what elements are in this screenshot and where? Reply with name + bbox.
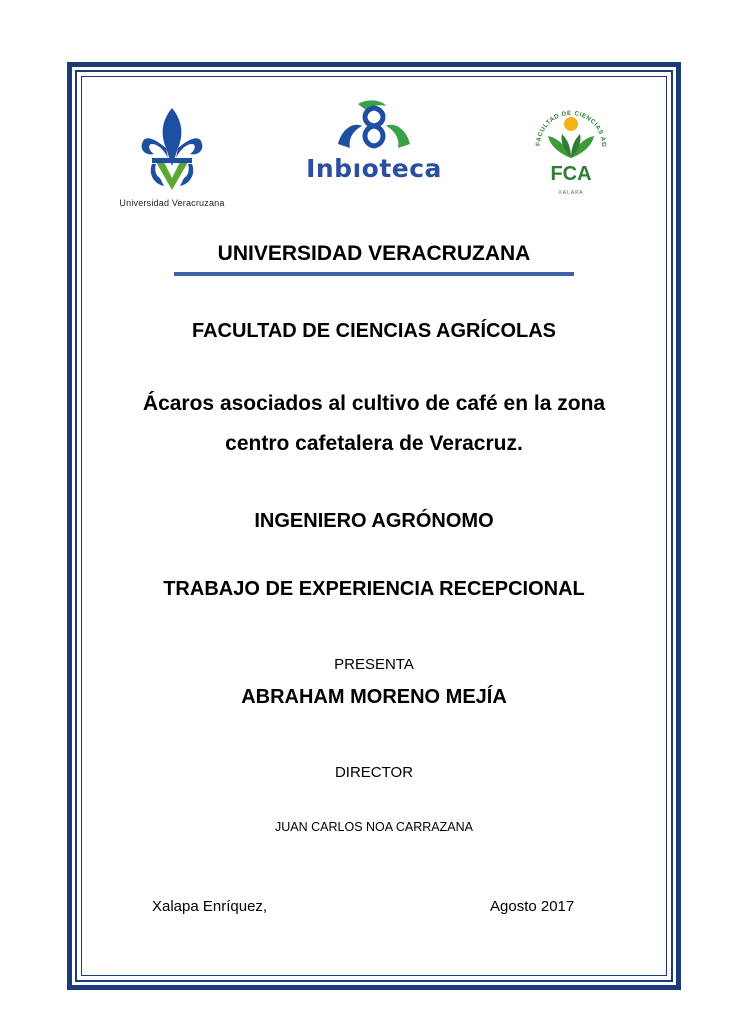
inbioteca-emblem-icon xyxy=(298,98,450,156)
thesis-title-line-1: Ácaros asociados al cultivo de café en la zona xyxy=(142,392,606,415)
work-type: TRABAJO DE EXPERIENCIA RECEPCIONAL xyxy=(163,578,585,600)
presenter-name: ABRAHAM MORENO MEJÍA xyxy=(241,686,507,708)
director-name: JUAN CARLOS NOA CARRAZANA xyxy=(275,820,473,834)
footer-date: Agosto 2017 xyxy=(490,898,575,915)
uv-logo-caption: Universidad Veracruzana xyxy=(119,198,225,208)
thesis-title xyxy=(82,384,666,464)
fca-ring-text: FACULTAD DE CIENCIAS AG xyxy=(534,109,608,148)
title-underline xyxy=(174,272,574,276)
footer-place: Xalapa Enríquez, xyxy=(152,898,268,915)
fleur-de-lis-icon xyxy=(108,104,236,196)
fca-letters: FCA xyxy=(550,163,592,185)
director-label: DIRECTOR xyxy=(334,764,414,781)
fca-logo xyxy=(530,102,612,198)
university-name: UNIVERSIDAD VERACRUZANA xyxy=(217,242,531,265)
presenter-label: PRESENTA xyxy=(334,656,414,673)
inbioteca-wordmark: Inbıoteca xyxy=(306,154,442,183)
fca-city: XALAPA xyxy=(558,190,584,196)
faculty-name: FACULTAD DE CIENCIAS AGRÍCOLAS xyxy=(191,320,557,342)
inbioteca-logo xyxy=(298,98,450,188)
uv-logo xyxy=(108,104,236,212)
thesis-title-line-2: centro cafetalera de Veracruz. xyxy=(225,432,523,455)
degree-name: INGENIERO AGRÓNOMO xyxy=(254,510,494,532)
fca-emblem-icon xyxy=(530,102,612,190)
